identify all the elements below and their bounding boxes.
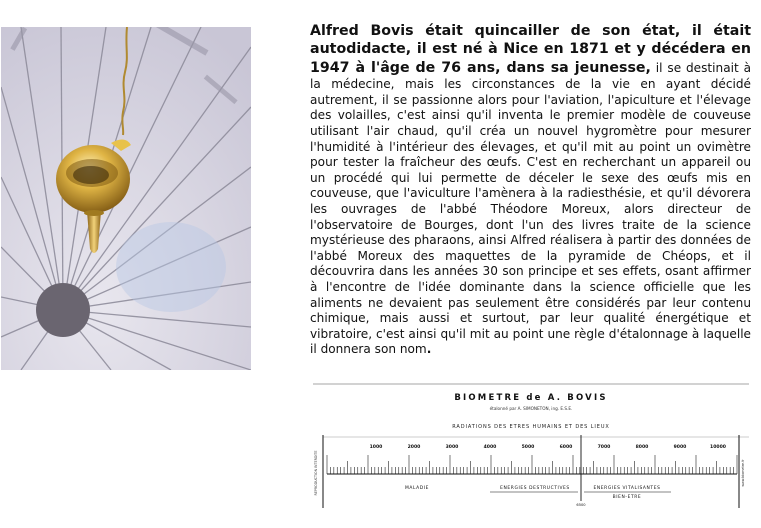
biometre-heading: RADIATIONS DES ETRES HUMAINS ET DES LIEUX bbox=[452, 424, 610, 430]
article-end: . bbox=[426, 342, 432, 357]
article-paragraph bbox=[310, 22, 751, 358]
tick-label: 3000 bbox=[445, 445, 459, 450]
article-body: il se destinait à la médecine, mais les circonstances de la vie en ayant décidé autrement, il se passionne alors pour l'aviation, l'apiculture et l'élevage des volailles, c'est ainsi qu'il inventa le premier modèle de couveuse utilisant l'air chaud, qu'il créa un nouvel hygromètre pour mesurer l'humidité à l'intérieur des élevages, et qu'il mit au point un ovimètre pour tester la fraîcheur des œufs. C'est en recherchant un appareil ou un procédé qui lui permette de déceler le sexe des œufs mis en couveuse, que l'aviculture l'amènera à la radiesthésie, et qu'il dévorera les ouvrages de l'abbé Théodore Moreux, alors directeur de l'observatoire de Bourges, dont l'un des livres traite de la science mystérieuse des pharaons, ainsi Alfred réalisera à partir des données de l'abbé Moreux des maquettes de la pyramide de Chéops, et il découvrira dans les années 30 son principe et ses effets, osant affirmer à l'encontre de l'idée dominante dans la science officielle que les aliments ne devaient pas seulement être considérés par leur contenu chimique, mais aussi et surtout, par leur qualité énergétique et vibratoire, c'est ainsi qu'il mit au point une règle d'étalonnage à laquelle il donnera son nom bbox=[310, 60, 751, 357]
tick-label: 6000 bbox=[559, 445, 573, 450]
tick-label: 7000 bbox=[597, 445, 611, 450]
biometre-side-left: REPRODUCTION INTERDITE bbox=[314, 450, 318, 496]
tick-label: 8000 bbox=[635, 445, 649, 450]
biometre-image bbox=[313, 383, 749, 509]
zone-bien-etre: BIEN-ETRE bbox=[612, 495, 642, 500]
tick-label: 4000 bbox=[483, 445, 497, 450]
zone-energies-destructives: ENERGIES DESTRUCTIVES bbox=[500, 486, 570, 491]
zone-maladie: MALADIE bbox=[405, 486, 429, 491]
tick-label: 9000 bbox=[673, 445, 687, 450]
tick-label: 10000 bbox=[710, 445, 726, 450]
biometre-side-right: www.biometre.fr bbox=[741, 459, 745, 487]
article-lead: Alfred Bovis était quincailler de son état, il était autodidacte, il est né à Nice en 1871 et y décédera en 1947 à l'âge de 76 ans, dans sa jeunesse, bbox=[310, 23, 751, 76]
pendulum-photo bbox=[1, 27, 251, 370]
tick-label: 1000 bbox=[369, 445, 383, 450]
biometre-subtitle: étalonné par A. SIMONETON, ing. E.S.E. bbox=[489, 406, 573, 411]
biometre-center-label: 6500 bbox=[576, 503, 586, 507]
tick-label: 5000 bbox=[521, 445, 535, 450]
tick-label: 2000 bbox=[407, 445, 421, 450]
biometre-title: BIOMETRE de A. BOVIS bbox=[454, 393, 608, 403]
zone-energies-vitalisantes: ENERGIES VITALISANTES bbox=[593, 486, 661, 491]
